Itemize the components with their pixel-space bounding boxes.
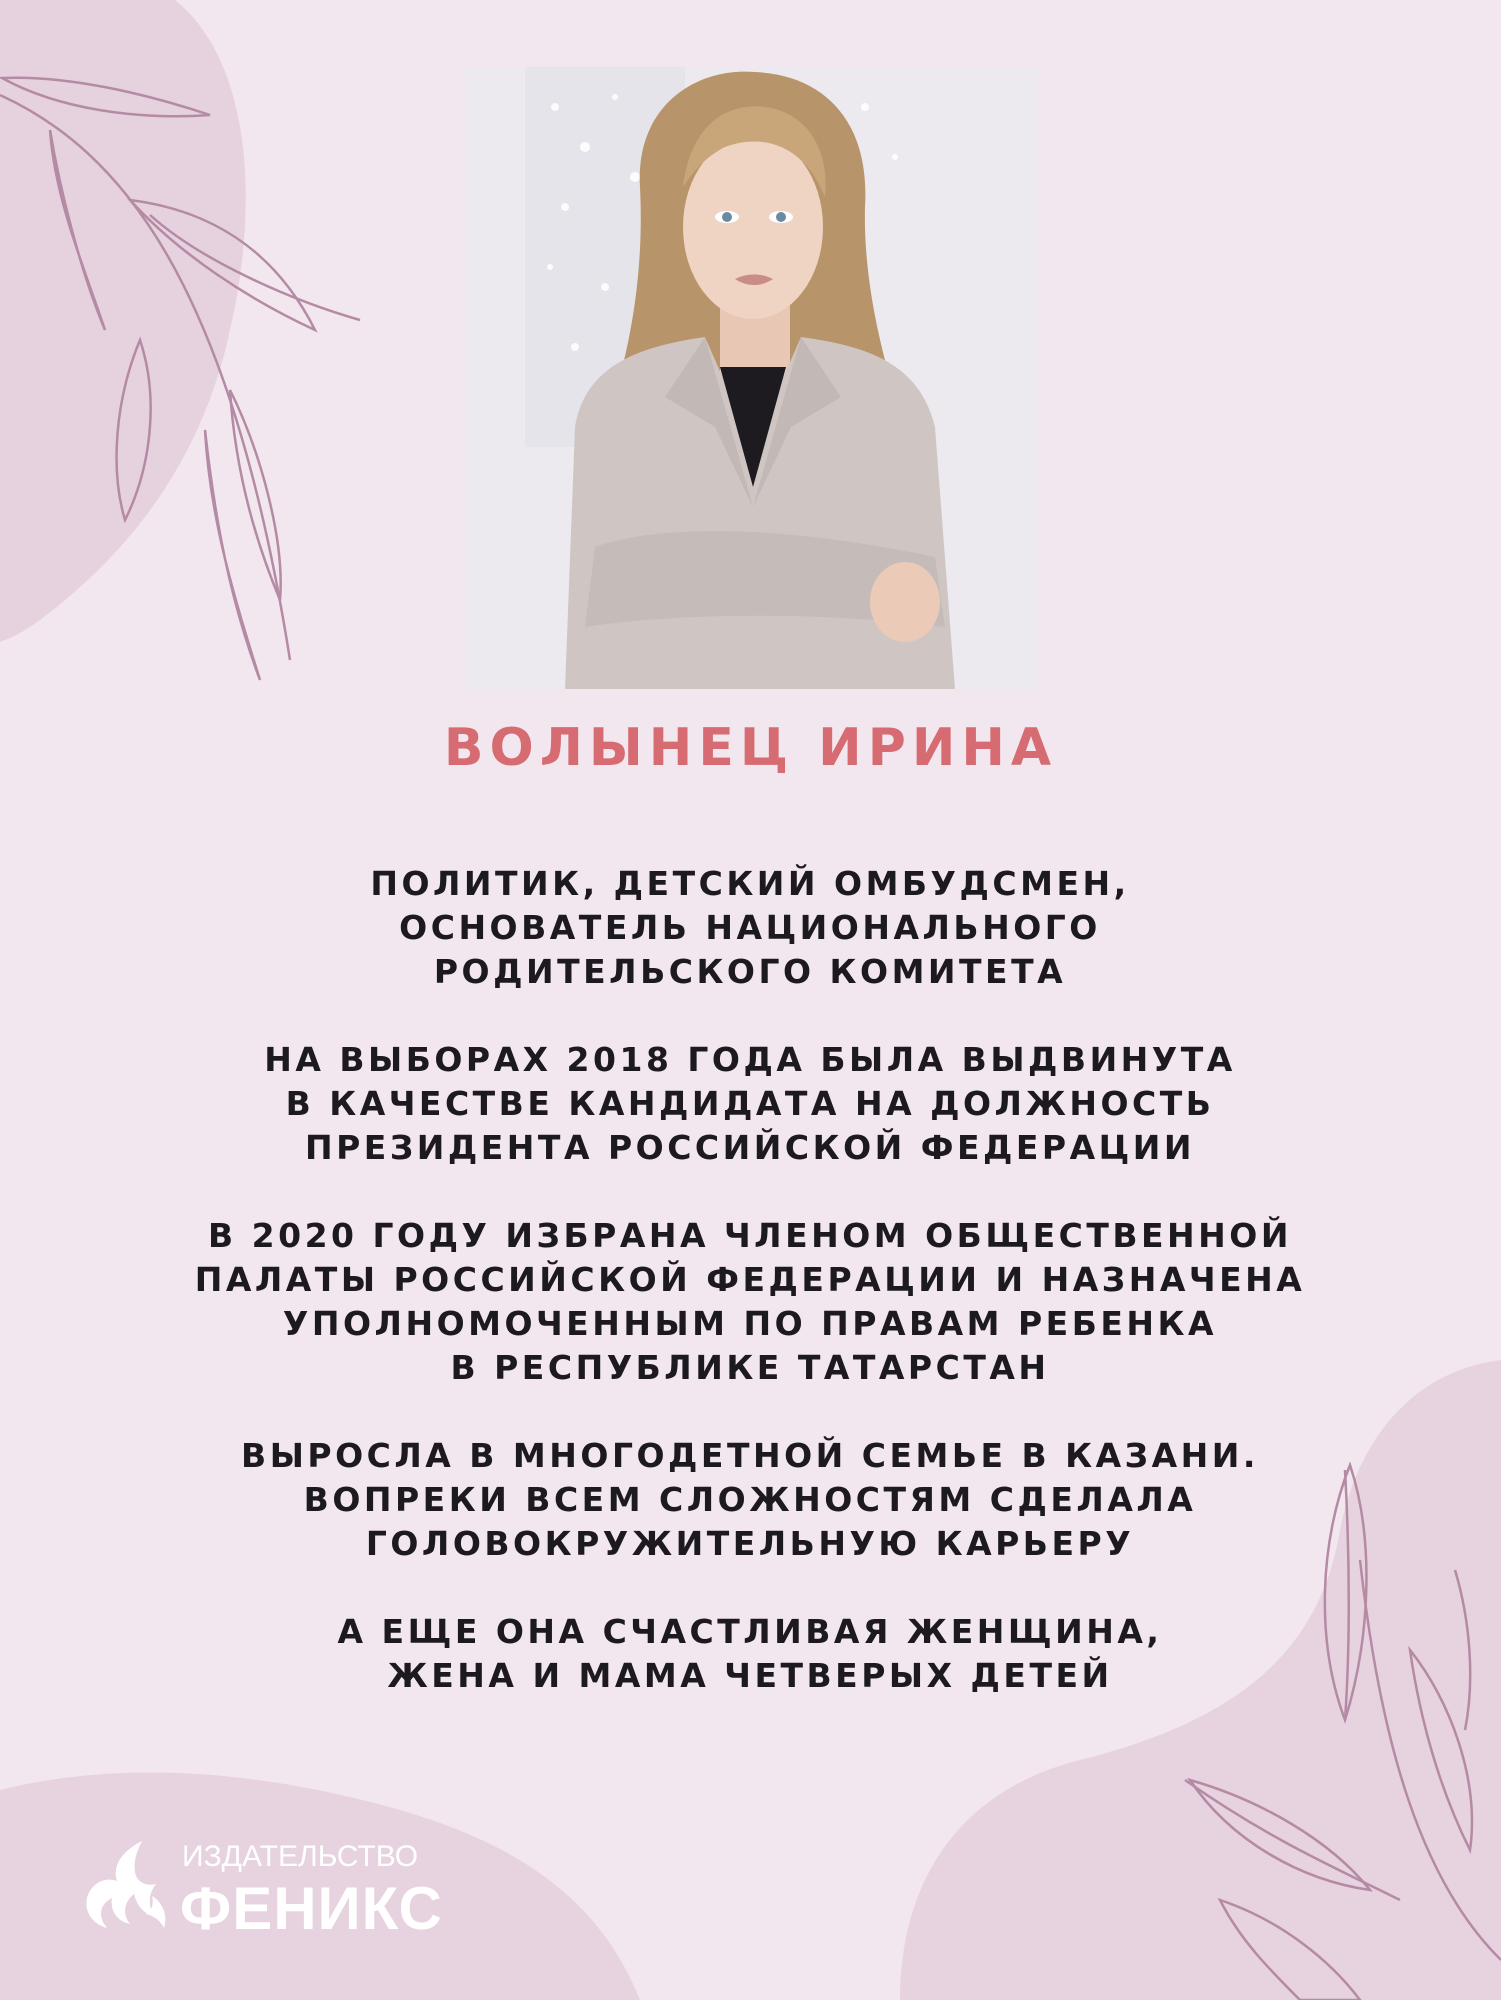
- bio-line: А ЕЩЕ ОНА СЧАСТЛИВАЯ ЖЕНЩИНА,: [337, 1612, 1163, 1651]
- bio-line: ВЫРОСЛА В МНОГОДЕТНОЙ СЕМЬЕ В КАЗАНИ.: [241, 1436, 1259, 1475]
- portrait-illustration: [465, 67, 1037, 689]
- bio-line: УПОЛНОМОЧЕННЫМ ПО ПРАВАМ РЕБЕНКА: [282, 1304, 1218, 1343]
- bio-line: НА ВЫБОРАХ 2018 ГОДА БЫЛА ВЫДВИНУТА: [264, 1040, 1236, 1079]
- bio-line: ПРЕЗИДЕНТА РОССИЙСКОЙ ФЕДЕРАЦИИ: [304, 1128, 1196, 1167]
- bio-paragraph: [150, 1610, 1350, 1698]
- publisher-subtitle: ИЗДАТЕЛЬСТВО: [182, 1840, 419, 1873]
- bio-line: В РЕСПУБЛИКЕ ТАТАРСТАН: [450, 1348, 1050, 1387]
- biography: [150, 862, 1350, 1742]
- bio-line: В 2020 ГОДУ ИЗБРАНА ЧЛЕНОМ ОБЩЕСТВЕННОЙ: [208, 1216, 1292, 1255]
- publisher-brand: ФЕНИКС: [180, 1875, 443, 1942]
- bio-line: В КАЧЕСТВЕ КАНДИДАТА НА ДОЛЖНОСТЬ: [285, 1084, 1215, 1123]
- person-name: ВОЛЫНЕЦ ИРИНА: [443, 718, 1058, 778]
- phoenix-flame-icon: [82, 1836, 177, 1936]
- bio-paragraph: [150, 1038, 1350, 1170]
- bio-line: ГОЛОВОКРУЖИТЕЛЬНУЮ КАРЬЕРУ: [365, 1524, 1135, 1563]
- bio-paragraph: [150, 862, 1350, 994]
- bio-line: ЖЕНА И МАМА ЧЕТВЕРЫХ ДЕТЕЙ: [387, 1656, 1113, 1695]
- bio-line: ВОПРЕКИ ВСЕМ СЛОЖНОСТЯМ СДЕЛАЛА: [303, 1480, 1197, 1519]
- bio-paragraph: [150, 1434, 1350, 1566]
- bio-paragraph: [150, 1214, 1350, 1390]
- bio-line: ПОЛИТИК, ДЕТСКИЙ ОМБУДСМЕН,: [370, 864, 1130, 903]
- portrait-photo: [465, 67, 1037, 689]
- bio-line: РОДИТЕЛЬСКОГО КОМИТЕТА: [433, 952, 1067, 991]
- top-left-blob: [0, 0, 246, 642]
- bio-line: ОСНОВАТЕЛЬ НАЦИОНАЛЬНОГО: [399, 908, 1101, 947]
- bio-line: ПАЛАТЫ РОССИЙСКОЙ ФЕДЕРАЦИИ И НАЗНАЧЕНА: [194, 1260, 1306, 1299]
- publisher-logo: [82, 1832, 462, 1942]
